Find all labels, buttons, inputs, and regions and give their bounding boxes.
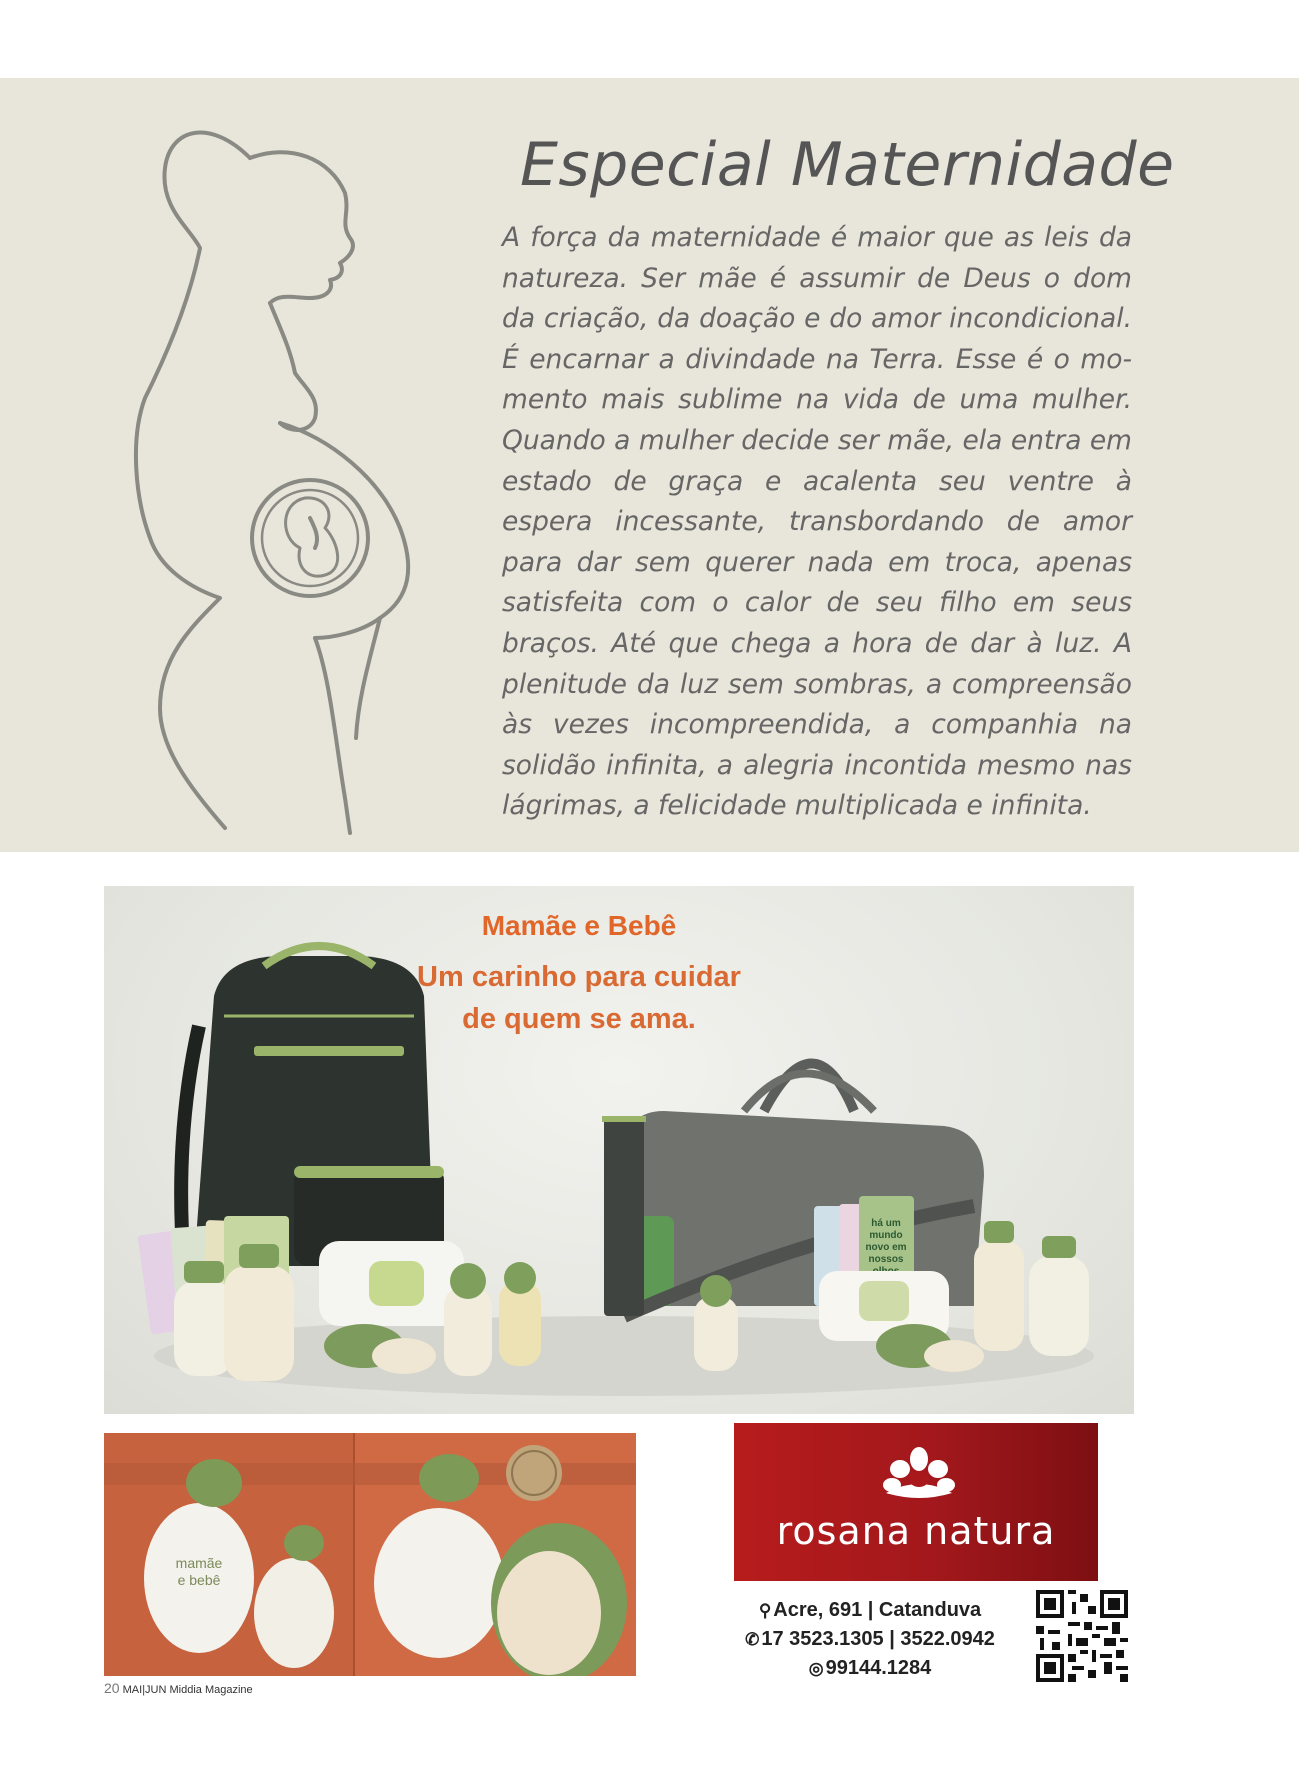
cologne-and-soap-photo — [104, 1433, 636, 1676]
pregnant-woman-illustration — [130, 98, 460, 838]
page-footer — [104, 1680, 253, 1696]
ad-subtitle — [104, 956, 1134, 1040]
ad-title: Mamãe e Bebê — [481, 910, 677, 941]
product-photo-mamae-e-bebe — [104, 1433, 636, 1676]
whatsapp-text: 99144.1284 — [825, 1657, 932, 1679]
address-text: Acre, 691 | Catanduva — [773, 1599, 982, 1621]
ad-banner-mamae-e-bebe — [104, 886, 1134, 1414]
contact-info — [700, 1596, 1040, 1683]
feature-title: Especial Maternidade — [520, 130, 1175, 200]
feature-body-text: A força da maternidade é maior que as leis da natureza. Ser mãe é assumir de Deus o dom da criação, da doação e do amor incondicional. É encarnar a divindade na Terra. Esse é o momento mais sublime na vida de uma mulher. Quando a mulher decide ser mãe, ela entra em estado de graça e acalenta seu ventre à espera incessante, transbordando de amor para dar sem querer nada em troca, apenas satisfeita com o calor de seu filho em seus braços. Até que chega a hora de dar à luz. A plenitude da luz sem sombras, a compreensão às vezes incompreendida, a companhia na solidão infinita, a alegria incontida mesmo nas lágrimas, a felicidade multiplicada e infinita. — [502, 222, 1132, 822]
bottle-label-line-2: e bebê — [177, 1572, 221, 1588]
magazine-name: Middia Magazine — [169, 1684, 253, 1696]
card-line-3: novo em — [865, 1242, 907, 1253]
location-pin-icon: ⚲ — [758, 1601, 772, 1620]
bottle-label-line-1: mamãe — [175, 1555, 223, 1571]
card-line-2: mundo — [869, 1230, 903, 1241]
flower-logo-icon — [874, 1445, 964, 1505]
ad-subtitle-line-2: de quem se ama. — [462, 1003, 696, 1035]
phone-icon: ✆ — [745, 1630, 760, 1649]
rosana-natura-logo — [734, 1423, 1098, 1581]
card-line-4: nossos — [868, 1254, 904, 1265]
page-number: 20 — [104, 1680, 120, 1696]
whatsapp-line — [700, 1654, 1040, 1683]
card-line-1: há um — [871, 1218, 901, 1229]
ad-subtitle-line-1: Um carinho para cuidar — [417, 961, 741, 993]
qr-code-icon[interactable] — [1036, 1590, 1128, 1682]
whatsapp-icon: ◎ — [808, 1659, 824, 1678]
address-line — [700, 1596, 1040, 1625]
feature-panel — [0, 78, 1299, 852]
phone-line — [700, 1625, 1040, 1654]
phone-text: 17 3523.1305 | 3522.0942 — [761, 1628, 995, 1650]
issue-label: MAI|JUN — [122, 1684, 167, 1696]
logo-wordmark: rosana natura — [776, 1509, 1056, 1553]
